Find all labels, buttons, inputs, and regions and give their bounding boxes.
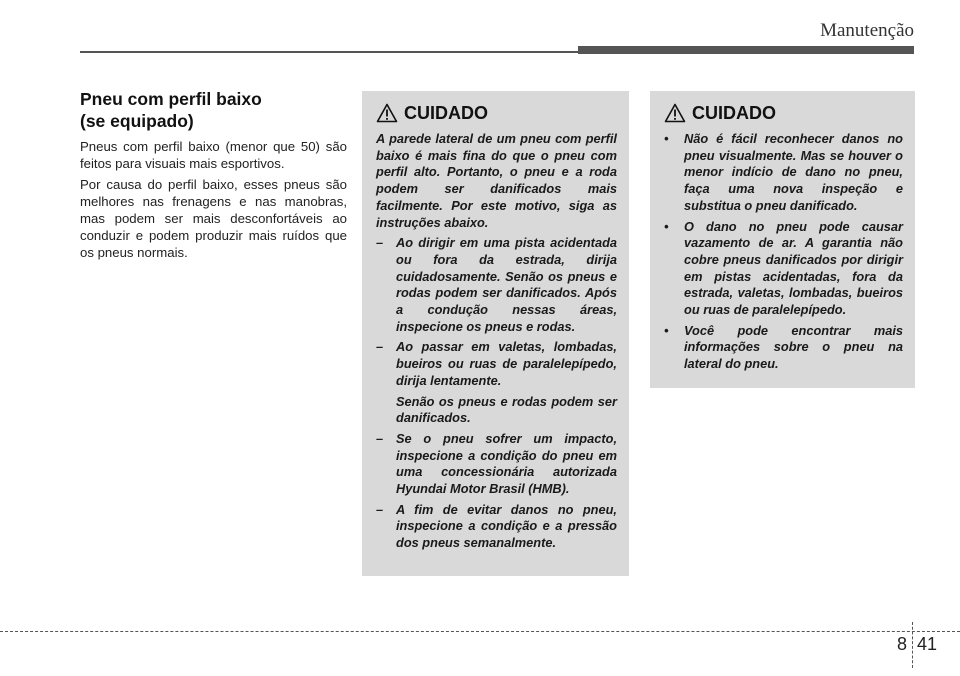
page-number: 41 [917, 634, 938, 654]
caution-item [376, 339, 617, 389]
dash-marker: – [376, 501, 384, 517]
caution-item [376, 431, 617, 498]
caution-item-text: Não é fácil reconhecer danos no pneu visualmente. Mas se houver o menor indício de dano no pneu, faça uma nova inspeção e substitua o pneu danificado. [684, 131, 903, 213]
caution-header [376, 99, 617, 127]
caution-item-text: Ao passar em valetas, lombadas, bueiros ou ruas de paralelepípedo, dirija lentamente. [396, 339, 617, 388]
body-paragraph-2: Por causa do perfil baixo, esses pneus são melhores nas frenagens e nas manobras, mas podem ser mais desconfortáveis ao conduzir e podem produzir mais ruídos que os pneus normais. [80, 177, 347, 260]
page-header-title: Manutenção [820, 20, 914, 41]
caution-item-text: O dano no pneu pode causar vazamento de ar. A garantia não cobre pneus danificados por dirigir em pistas acidentadas, fora da estrada, valetas, lombadas, bueiros ou ruas de paralelepípedo. [684, 218, 903, 318]
caution-item [664, 131, 903, 215]
footer-page-divider [912, 622, 913, 668]
body-paragraph-1: Pneus com perfil baixo (menor que 50) são feitos para visuais mais esportivos. [80, 139, 347, 171]
caution-item-text: Se o pneu sofrer um impacto, inspecione a condição do pneu em uma concessionária autorizada Hyundai Motor Brasil (HMB). [396, 430, 617, 497]
caution-item-text: Ao dirigir em uma pista acidentada ou fora da estrada, dirija cuidadosamente. Senão os pneus e rodas podem ser danificados. Após a condução nessas áreas, inspecione os pneus e rodas. [396, 235, 617, 334]
caution-item-text: A fim de evitar danos no pneu, inspecione a condição e a pressão dos pneus semanalmente. [396, 501, 617, 551]
caution-item-text: Você pode encontrar mais informações sobre o pneu na lateral do pneu. [684, 322, 903, 372]
section-title [80, 88, 347, 132]
bullet-marker: • [664, 322, 669, 338]
caution-item [376, 235, 617, 335]
caution-item-continuation: Senão os pneus e rodas podem ser danificados. [396, 393, 617, 426]
dash-marker: – [376, 235, 384, 251]
left-column [80, 88, 347, 261]
bullet-marker: • [664, 131, 669, 146]
section-title-line1: Pneu com perfil baixo [80, 89, 262, 109]
header-rule-thin [80, 51, 580, 53]
caution-box-1 [362, 91, 629, 576]
caution-item [664, 323, 903, 373]
caution-item [664, 219, 903, 319]
header-rule-thick [578, 46, 914, 54]
caution-intro: A parede lateral de um pneu com perfil baixo é mais fina do que o pneu com perfil alto. Portanto, o pneu e a roda podem ser danificados mais facilmente. Por este motivo, siga as instruções abaixo. [376, 131, 617, 230]
caution-header [664, 99, 903, 127]
caution-label: CUIDADO [692, 102, 776, 123]
caution-item [376, 502, 617, 552]
warning-triangle-icon [376, 103, 398, 123]
dash-marker: – [376, 430, 384, 446]
footer-rule [0, 631, 960, 632]
caution-box-2 [650, 91, 915, 388]
bullet-marker: • [664, 218, 669, 234]
chapter-number: 8 [897, 634, 908, 654]
caution-label: CUIDADO [404, 102, 488, 123]
section-title-line2: (se equipado) [80, 111, 194, 131]
dash-marker: – [376, 339, 384, 355]
warning-triangle-icon [664, 103, 686, 123]
